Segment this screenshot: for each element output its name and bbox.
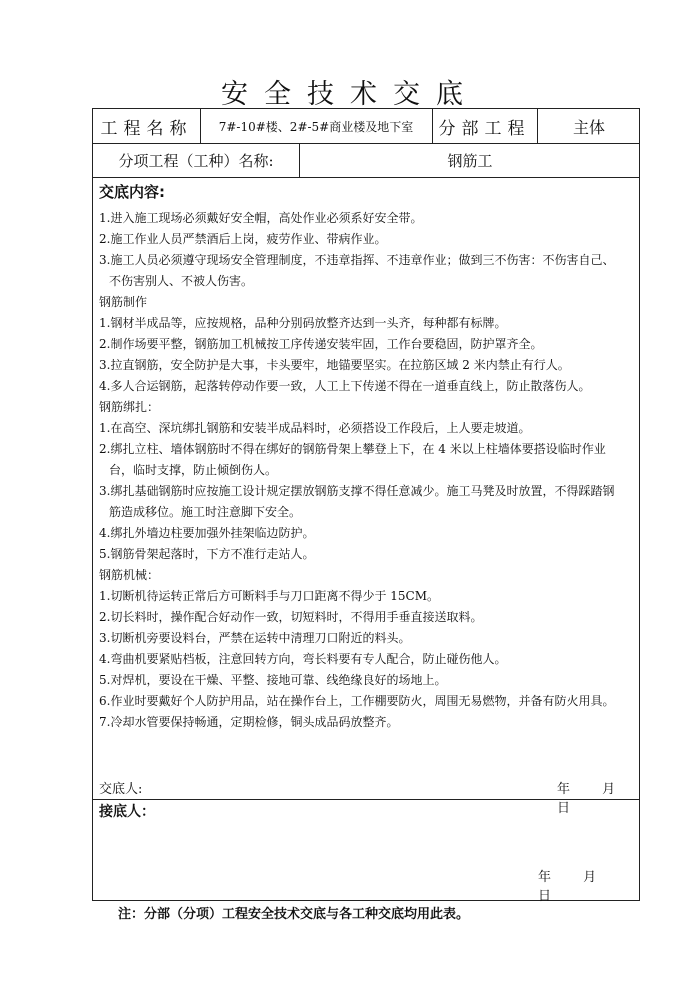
footer-note: 注：分部（分项）工程安全技术交底与各工种交底均用此表。	[118, 907, 470, 922]
content-line: 3.施工人员必须遵守现场安全管理制度，不违章指挥、不违章作业；做到三不伤害：不伤害自己、	[99, 253, 615, 267]
discloser-date: 年 月 日	[557, 782, 630, 816]
section-heading-binding: 钢筋绑扎：	[99, 400, 160, 414]
content-line: 4.多人合运钢筋，起落转停动作要一致，人工上下传递不得在一道垂直线上，防止散落伤人。	[99, 379, 591, 393]
work-type-label: 分项工程（工种）名称:	[118, 151, 274, 170]
content-line: 台，临时支撑，防止倾倒伤人。	[109, 463, 278, 477]
content-line: 7.冷却水管要保持畅通，定期检修，铜头成品码放整齐。	[99, 715, 399, 729]
discloser-label: 交底人:	[99, 782, 143, 797]
section-heading-fabrication: 钢筋制作	[99, 295, 148, 309]
content-line: 1.进入施工现场必须戴好安全帽，高处作业必须系好安全带。	[99, 211, 423, 225]
content-line: 2.施工作业人员严禁酒后上岗，疲劳作业、带病作业。	[99, 232, 387, 246]
content-lines	[99, 208, 635, 733]
section-heading-machinery: 钢筋机械：	[99, 568, 160, 582]
content-line: 4.弯曲机要紧贴档板，注意回转方向，弯长料要有专人配合，防止碰伤他人。	[99, 652, 507, 666]
sub-project-label: 分部工程	[438, 118, 531, 139]
content-line: 3.拉直钢筋，安全防护是大事，卡头要牢，地锚要坚实。在拉筋区域 2 米内禁止有行人。	[99, 358, 570, 372]
content-line: 2.制作场要平整，钢筋加工机械按工序传递安装牢固，工作台要稳固，防护罩齐全。	[99, 337, 543, 351]
content-line: 1.切断机待运转正常后方可断料手与刀口距离不得少于 15CM。	[99, 589, 440, 603]
content-heading: 交底内容:	[99, 183, 165, 201]
content-line: 不伤害别人、不被人伤害。	[109, 274, 254, 288]
content-line: 3.切断机旁要设料台，严禁在运转中清理刀口附近的料头。	[99, 631, 411, 645]
content-line: 1.在高空、深坑绑扎钢筋和安装半成品料时，必须搭设工作段后，上人要走坡道。	[99, 421, 531, 435]
content-line: 2.切长料时，操作配合好动作一致，切短料时，不得用手垂直接送取料。	[99, 610, 483, 624]
sub-project-value: 主体	[572, 117, 605, 137]
content-line: 5.钢筋骨架起落时，下方不准行走站人。	[99, 547, 315, 561]
work-type-value: 钢筋工	[447, 151, 493, 170]
row-divider-2	[93, 177, 639, 178]
content-line: 5.对焊机，要设在干燥、平整、接地可靠、线绝缘良好的场地上。	[99, 673, 447, 687]
content-line: 6.作业时要戴好个人防护用品，站在操作台上，工作棚要防火，周围无易燃物，并备有防火用具。	[99, 694, 615, 708]
receiver-label: 接底人：	[99, 804, 155, 820]
content-line: 4.绑扎外墙边柱要加强外挂架临边防护。	[99, 526, 315, 540]
content-line: 2.绑扎立柱、墙体钢筋时不得在绑好的钢筋骨架上攀登上下，在 4 米以上柱墙体要搭设临时作业	[99, 442, 606, 456]
project-name-label: 工程名称	[100, 118, 193, 139]
content-line: 筋造成移位。施工时注意脚下安全。	[109, 505, 302, 519]
content-line: 3.绑扎基础钢筋时应按施工设计规定摆放钢筋支撑不得任意减少。施工马凳及时放置，不得踩踏钢	[99, 484, 615, 498]
document-title: 安全技术交底	[221, 79, 479, 110]
project-name-value: 7#-10#楼、2#-5#商业楼及地下室	[218, 119, 414, 134]
disclosure-form	[92, 108, 640, 904]
receiver-date: 年 月 日	[538, 870, 611, 904]
content-line: 1.钢材半成品等，应按规格，品种分别码放整齐达到一头齐，每种都有标牌。	[99, 316, 507, 330]
